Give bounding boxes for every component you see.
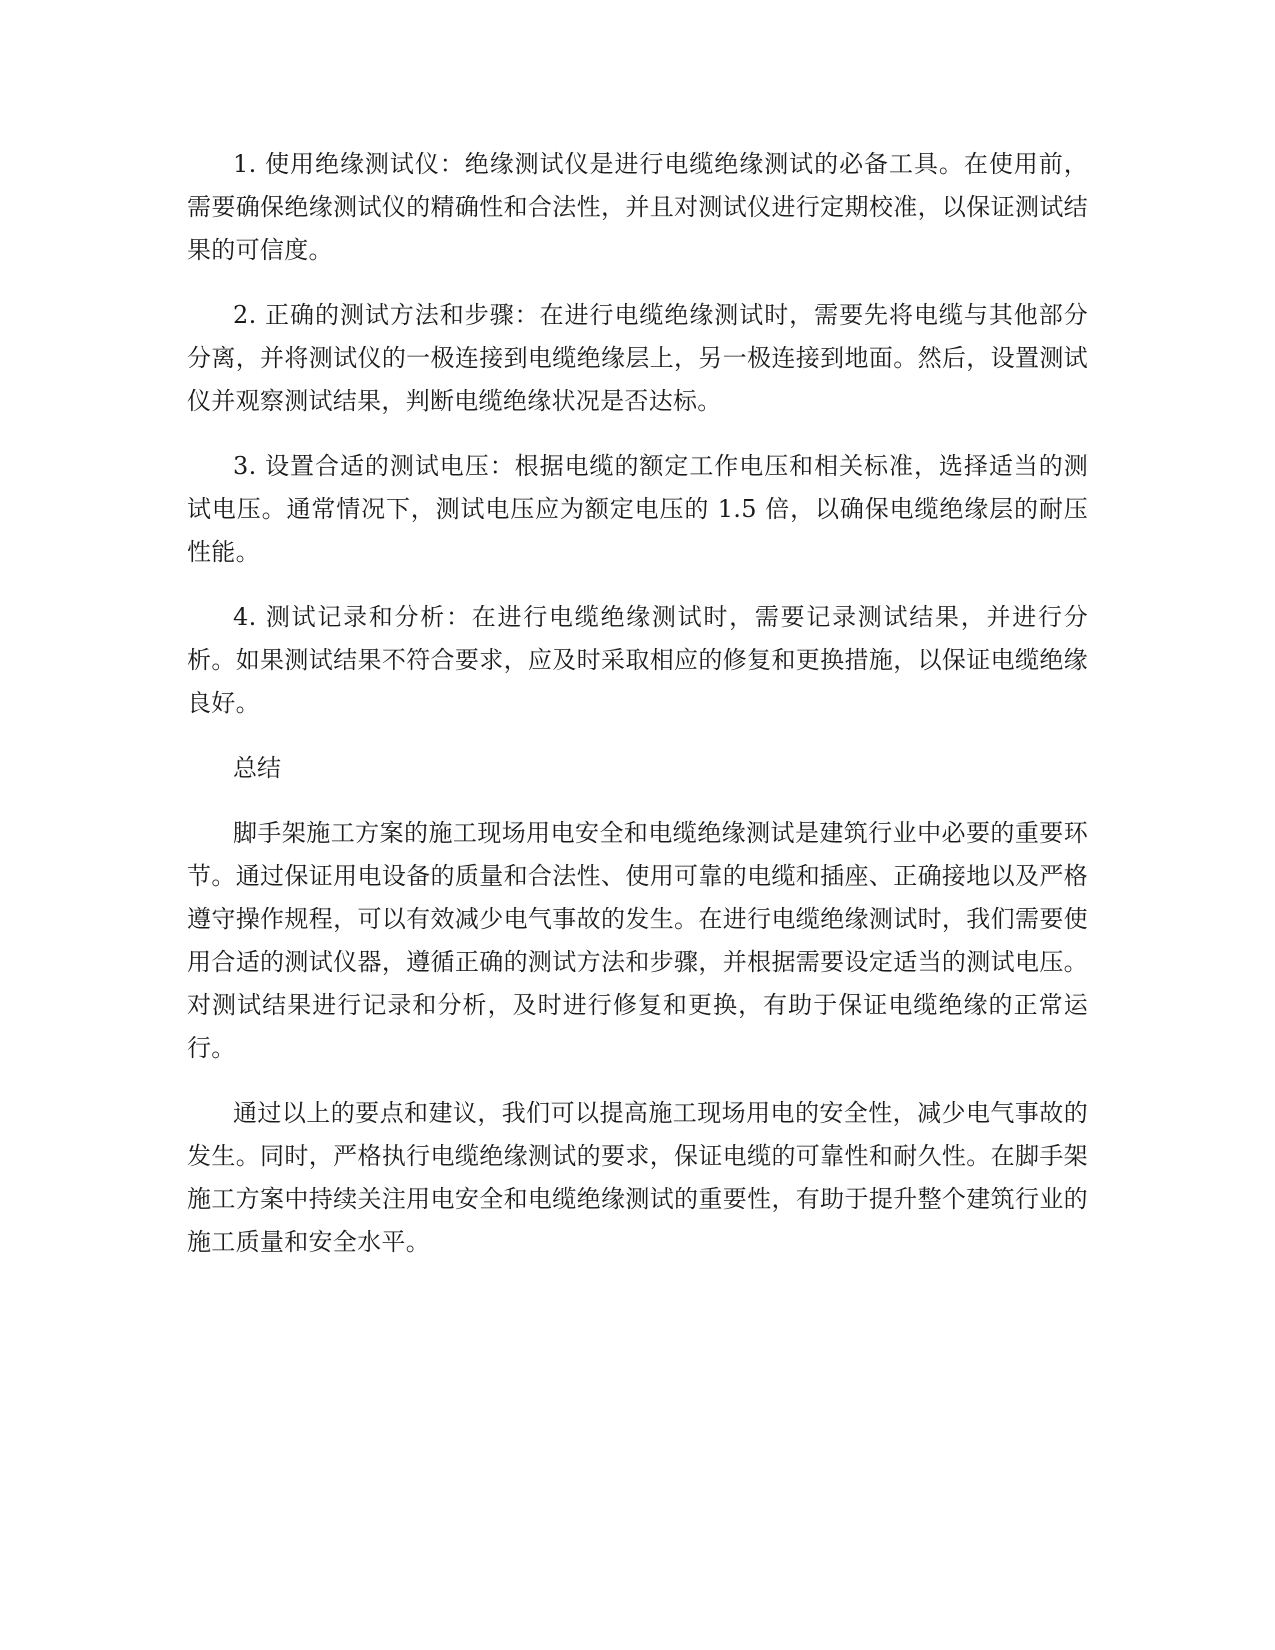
paragraph-test-method: 2. 正确的测试方法和步骤：在进行电缆绝缘测试时，需要先将电缆与其他部分分离，并将测试仪的一极连接到电缆绝缘层上，另一极连接到地面。然后，设置测试仪并观察测试结果，判断电缆绝缘状况是否达标。: [187, 301, 1088, 415]
paragraph-insulation-tester: 1. 使用绝缘测试仪：绝缘测试仪是进行电缆绝缘测试的必备工具。在使用前，需要确保绝缘测试仪的精确性和合法性，并且对测试仪进行定期校准，以保证测试结果的可信度。: [187, 150, 1088, 264]
paragraph-test-record: 4. 测试记录和分析：在进行电缆绝缘测试时，需要记录测试结果，并进行分析。如果测试结果不符合要求，应及时采取相应的修复和更换措施，以保证电缆绝缘良好。: [187, 603, 1088, 717]
document-body: [187, 143, 1088, 1264]
paragraph-test-voltage: 3. 设置合适的测试电压：根据电缆的额定工作电压和相关标准，选择适当的测试电压。通常情况下，测试电压应为额定电压的 1.5 倍，以确保电缆绝缘层的耐压性能。: [187, 452, 1088, 566]
summary-paragraph-1: 脚手架施工方案的施工现场用电安全和电缆绝缘测试是建筑行业中必要的重要环节。通过保证用电设备的质量和合法性、使用可靠的电缆和插座、正确接地以及严格遵守操作规程，可以有效减少电气事故的发生。在进行电缆绝缘测试时，我们需要使用合适的测试仪器，遵循正确的测试方法和步骤，并根据需要设定适当的测试电压。对测试结果进行记录和分析，及时进行修复和更换，有助于保证电缆绝缘的正常运行。: [187, 819, 1088, 1062]
summary-heading: 总结: [233, 754, 281, 782]
summary-paragraph-2: 通过以上的要点和建议，我们可以提高施工现场用电的安全性，减少电气事故的发生。同时，严格执行电缆绝缘测试的要求，保证电缆的可靠性和耐久性。在脚手架施工方案中持续关注用电安全和电缆绝缘测试的重要性，有助于提升整个建筑行业的施工质量和安全水平。: [187, 1099, 1088, 1256]
